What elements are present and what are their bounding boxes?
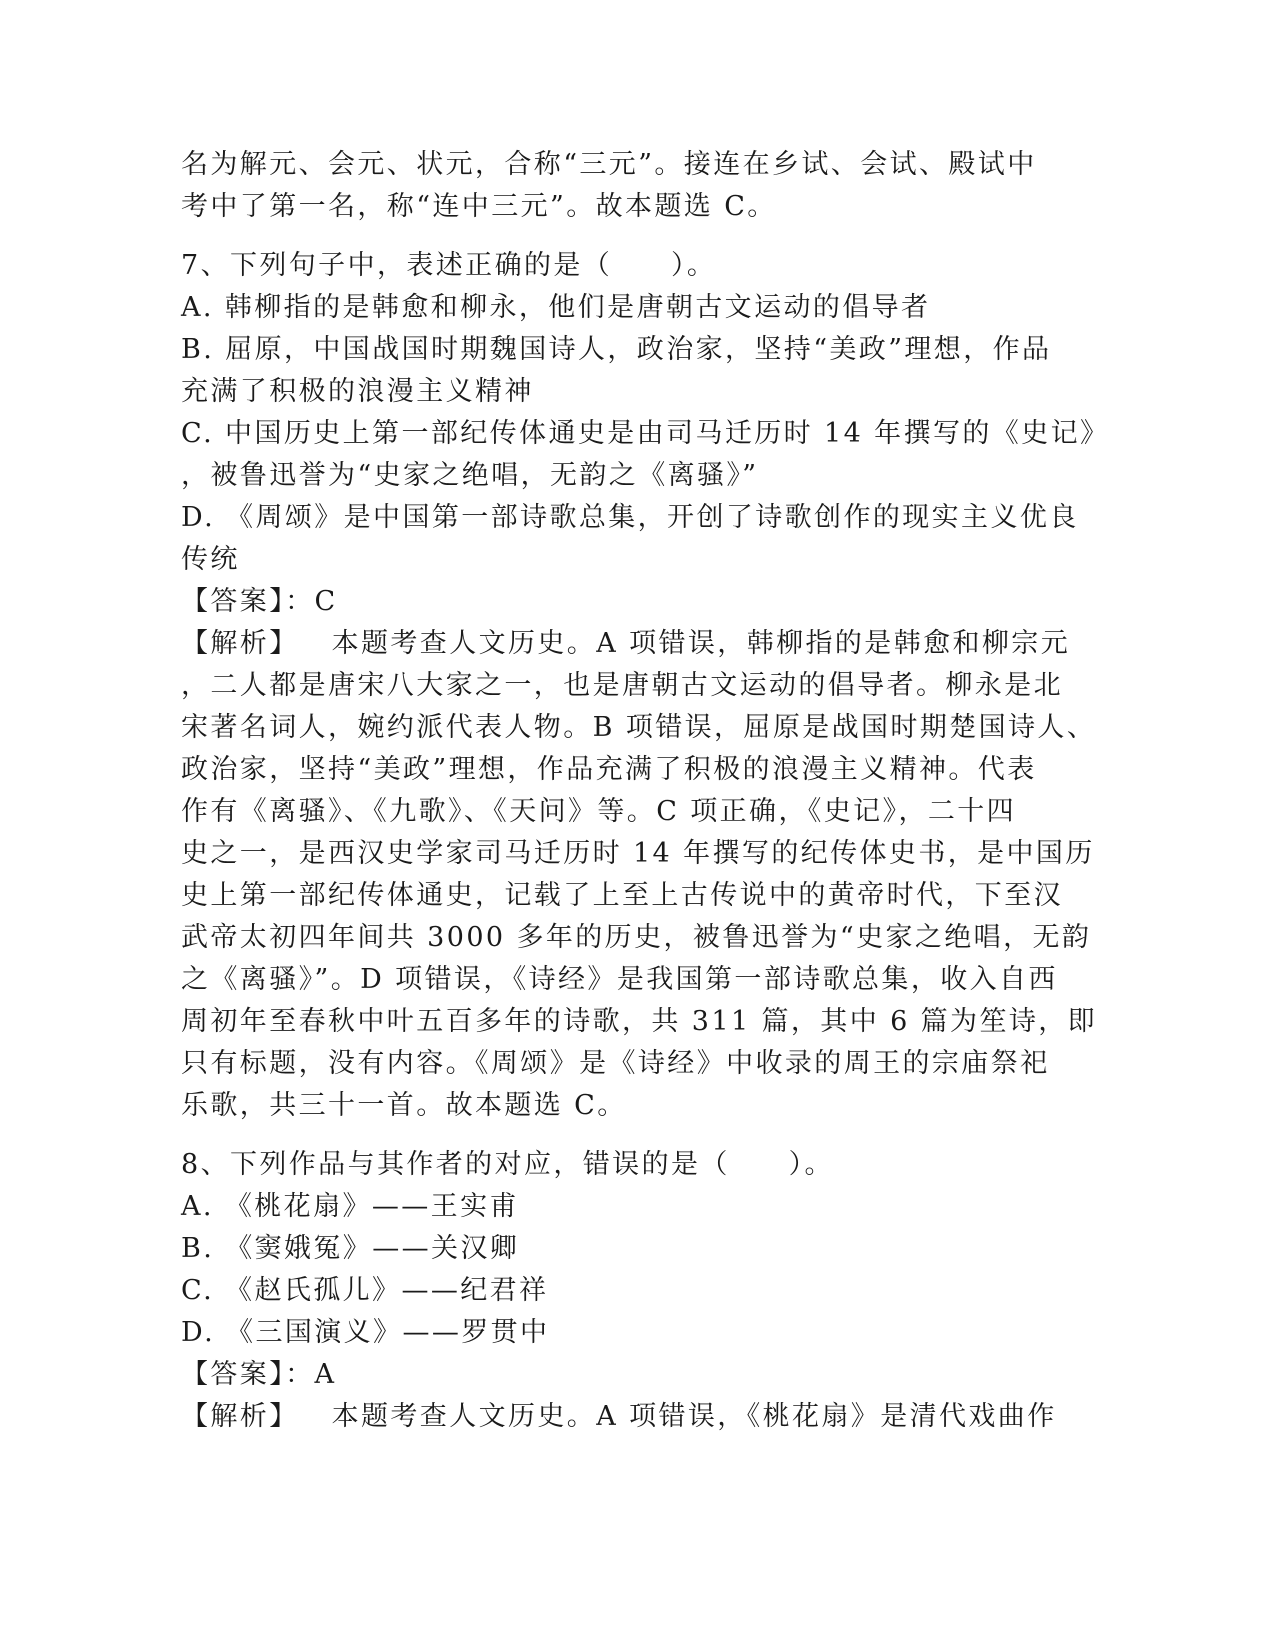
option-line: 充满了积极的浪漫主义精神 — [181, 376, 534, 407]
analysis-line — [181, 1396, 1061, 1438]
option-line: D. 《周颂》是中国第一部诗歌总集，开创了诗歌创作的现实主义优良 — [181, 502, 1079, 533]
question-text: 7、下列句子中，表述正确的是（ ）。 — [181, 250, 717, 281]
analysis-line: 史之一，是西汉史学家司马迁历时 14 年撰写的纪传体史书，是中国历 — [181, 838, 1095, 869]
option-line: B. 《窦娥冤》——关汉卿 — [181, 1233, 520, 1264]
analysis-line: 之《离骚》”。D 项错误，《诗经》是我国第一部诗歌总集，收入自西 — [181, 964, 1058, 995]
document-page — [181, 144, 1110, 1438]
answer-line — [181, 581, 1061, 623]
text-line: 考中了第一名，称“连中三元”。故本题选 C。 — [181, 191, 777, 222]
option-line: ，被鲁迅誉为“史家之绝唱，无韵之《离骚》” — [181, 460, 759, 491]
question-8 — [181, 1144, 1061, 1438]
question-7 — [181, 245, 1110, 1127]
analysis-line: 宋著名词人，婉约派代表人物。B 项错误，屈原是战国时期楚国诗人、 — [181, 712, 1097, 743]
analysis-label: 【解析】 — [181, 1401, 299, 1432]
analysis-line: 周初年至春秋中叶五百多年的诗歌，共 311 篇，其中 6 篇为笙诗，即 — [181, 1006, 1098, 1037]
analysis-line — [181, 623, 1071, 665]
option-line: C. 中国历史上第一部纪传体通史是由司马迁历时 14 年撰写的《史记》 — [181, 418, 1110, 449]
answer-label: 【答案】： — [181, 586, 315, 617]
analysis-line: 乐歌，共三十一首。故本题选 C。 — [181, 1090, 627, 1121]
analysis-line: 史上第一部纪传体通史，记载了上至上古传说中的黄帝时代，下至汉 — [181, 880, 1063, 911]
option-line: 传统 — [181, 544, 240, 575]
option-line: B. 屈原，中国战国时期魏国诗人，政治家，坚持“美政”理想，作品 — [181, 334, 1052, 365]
analysis-label: 【解析】 — [181, 628, 299, 659]
question-text: 8、下列作品与其作者的对应，错误的是（ ）。 — [181, 1149, 834, 1180]
option-line: A. 韩柳指的是韩愈和柳永，他们是唐朝古文运动的倡导者 — [181, 292, 931, 323]
analysis-line: 政治家，坚持“美政”理想，作品充满了积极的浪漫主义精神。代表 — [181, 754, 1037, 785]
option-line: A. 《桃花扇》——王实甫 — [181, 1191, 519, 1222]
analysis-line: 只有标题，没有内容。《周颂》是《诗经》中收录的周王的宗庙祭祀 — [181, 1048, 1050, 1079]
analysis-line: ，二人都是唐宋八大家之一，也是唐朝古文运动的倡导者。柳永是北 — [181, 670, 1063, 701]
analysis-line: 武帝太初四年间共 3000 多年的历史，被鲁迅誉为“史家之绝唱，无韵 — [181, 922, 1092, 953]
answer-value: C — [314, 586, 338, 617]
answer-line — [181, 1354, 1061, 1396]
analysis-text: 本题考查人文历史。A 项错误，《桃花扇》是清代戏曲作 — [331, 1401, 1057, 1432]
analysis-line: 作有《离骚》、《九歌》、《天问》等。C 项正确，《史记》，二十四 — [181, 796, 1017, 827]
text-line: 名为解元、会元、状元，合称“三元”。接连在乡试、会试、殿试中 — [181, 149, 1037, 180]
answer-value: A — [314, 1359, 337, 1390]
answer-label: 【答案】： — [181, 1359, 315, 1390]
prev-explanation — [181, 144, 1061, 228]
option-line: C. 《赵氏孤儿》——纪君祥 — [181, 1275, 549, 1306]
analysis-text: 本题考查人文历史。A 项错误，韩柳指的是韩愈和柳宗元 — [331, 628, 1071, 659]
option-line: D. 《三国演义》——罗贯中 — [181, 1317, 550, 1348]
